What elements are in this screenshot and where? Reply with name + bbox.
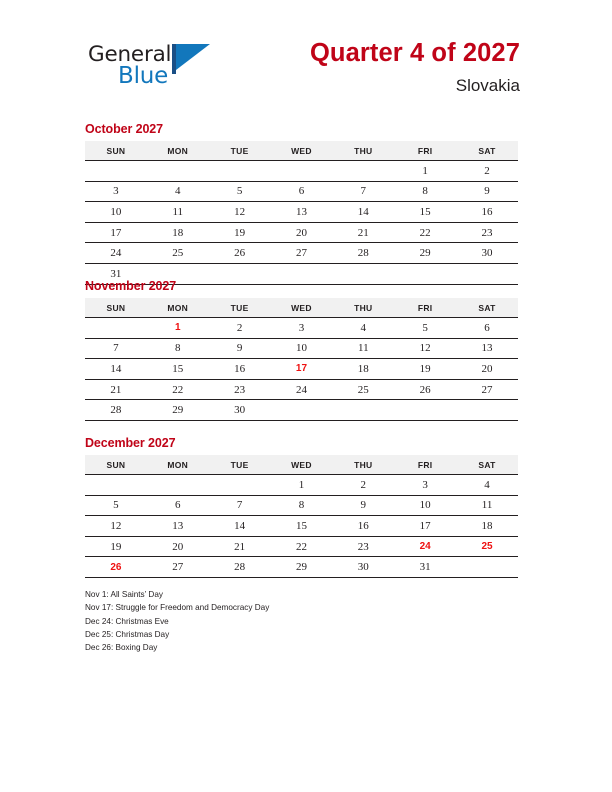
- day-cell[interactable]: 28: [85, 400, 147, 421]
- day-cell-empty: [271, 400, 333, 421]
- weekday-header-fri: FRI: [394, 141, 456, 161]
- day-cell[interactable]: 18: [147, 222, 209, 243]
- weekday-header-tue: TUE: [209, 141, 271, 161]
- day-cell-empty: [271, 161, 333, 182]
- day-cell[interactable]: 1: [394, 161, 456, 182]
- month-grid: [85, 297, 518, 421]
- day-cell-holiday[interactable]: 1: [147, 318, 209, 339]
- weekday-header-sat: SAT: [456, 141, 518, 161]
- day-cell[interactable]: 19: [394, 359, 456, 380]
- day-cell[interactable]: 3: [85, 181, 147, 202]
- legend-item: Nov 1: All Saints’ Day: [85, 590, 163, 599]
- day-cell[interactable]: 7: [209, 495, 271, 516]
- title-block: [310, 41, 520, 94]
- month-title: December 2027: [85, 436, 176, 450]
- week-row: [85, 400, 518, 421]
- day-cell-empty: [85, 318, 147, 339]
- day-cell[interactable]: 17: [85, 222, 147, 243]
- generalblue-logo[interactable]: [88, 42, 288, 94]
- day-cell[interactable]: 5: [209, 181, 271, 202]
- weekday-header-sun: SUN: [85, 141, 147, 161]
- day-cell-empty: [147, 475, 209, 496]
- day-cell[interactable]: 15: [271, 516, 333, 537]
- day-cell-empty: [456, 400, 518, 421]
- weekday-header-wed: WED: [271, 455, 333, 475]
- day-cell-holiday[interactable]: 26: [85, 557, 147, 578]
- day-cell[interactable]: 7: [332, 181, 394, 202]
- day-cell[interactable]: 30: [332, 557, 394, 578]
- day-cell[interactable]: 3: [394, 475, 456, 496]
- day-cell[interactable]: 10: [85, 202, 147, 223]
- page-title: Quarter 4 of 2027: [309, 39, 520, 67]
- day-cell[interactable]: 23: [456, 222, 518, 243]
- day-cell-holiday[interactable]: 25: [456, 536, 518, 557]
- day-cell[interactable]: 3: [271, 318, 333, 339]
- page-header: [0, 0, 612, 112]
- day-cell[interactable]: 29: [271, 557, 333, 578]
- day-cell[interactable]: 19: [85, 536, 147, 557]
- week-row: [85, 338, 518, 359]
- day-cell[interactable]: 19: [209, 222, 271, 243]
- weekday-header-sun: SUN: [85, 298, 147, 318]
- day-cell[interactable]: 6: [271, 181, 333, 202]
- day-cell[interactable]: 26: [394, 379, 456, 400]
- month-grid: [85, 454, 518, 578]
- weekday-header-wed: WED: [271, 298, 333, 318]
- day-cell[interactable]: 9: [209, 338, 271, 359]
- weekday-header-tue: TUE: [209, 298, 271, 318]
- legend-item: Dec 25: Christmas Day: [85, 629, 170, 639]
- month-title: October 2027: [85, 122, 164, 136]
- day-cell[interactable]: 22: [394, 222, 456, 243]
- day-cell[interactable]: 11: [332, 338, 394, 359]
- country-subtitle: Slovakia: [455, 75, 520, 95]
- day-cell[interactable]: 30: [209, 400, 271, 421]
- day-cell-empty: [85, 161, 147, 182]
- day-cell[interactable]: 20: [147, 536, 209, 557]
- day-cell[interactable]: 2: [209, 318, 271, 339]
- day-cell[interactable]: 12: [209, 202, 271, 223]
- day-cell-empty: [394, 400, 456, 421]
- day-cell[interactable]: 12: [394, 338, 456, 359]
- day-cell[interactable]: 16: [456, 202, 518, 223]
- day-cell[interactable]: 17: [394, 516, 456, 537]
- weekday-header-thu: THU: [332, 298, 394, 318]
- day-cell[interactable]: 13: [147, 516, 209, 537]
- day-cell[interactable]: 12: [85, 516, 147, 537]
- month-grid: [85, 140, 518, 285]
- day-cell[interactable]: 20: [456, 359, 518, 380]
- day-cell-empty: [332, 161, 394, 182]
- day-cell[interactable]: 21: [85, 379, 147, 400]
- weekday-header-row: [85, 455, 518, 475]
- weekday-header-sun: SUN: [85, 455, 147, 475]
- day-cell[interactable]: 2: [332, 475, 394, 496]
- weekday-header-thu: THU: [332, 141, 394, 161]
- weekday-header-row: [85, 141, 518, 161]
- week-row: [85, 475, 518, 496]
- day-cell[interactable]: 27: [456, 379, 518, 400]
- week-row: [85, 516, 518, 537]
- day-cell[interactable]: 31: [85, 263, 147, 284]
- day-cell[interactable]: 21: [332, 222, 394, 243]
- day-cell[interactable]: 5: [85, 495, 147, 516]
- day-cell[interactable]: 13: [271, 202, 333, 223]
- day-cell[interactable]: 10: [271, 338, 333, 359]
- day-cell[interactable]: 27: [271, 243, 333, 264]
- logo-text-blue: Blue: [118, 63, 169, 89]
- day-cell[interactable]: 16: [209, 359, 271, 380]
- day-cell[interactable]: 15: [147, 359, 209, 380]
- day-cell[interactable]: 10: [394, 495, 456, 516]
- day-cell[interactable]: 27: [147, 557, 209, 578]
- weekday-header-thu: THU: [332, 455, 394, 475]
- day-cell[interactable]: 20: [271, 222, 333, 243]
- day-cell-empty: [456, 557, 518, 578]
- day-cell[interactable]: 25: [147, 243, 209, 264]
- week-row: [85, 202, 518, 223]
- day-cell[interactable]: 6: [147, 495, 209, 516]
- day-cell[interactable]: 14: [209, 516, 271, 537]
- weekday-header-sat: SAT: [456, 455, 518, 475]
- week-row: [85, 161, 518, 182]
- day-cell[interactable]: 4: [147, 181, 209, 202]
- week-row: [85, 495, 518, 516]
- day-cell[interactable]: 14: [85, 359, 147, 380]
- day-cell[interactable]: 18: [332, 359, 394, 380]
- weekday-header-row: [85, 298, 518, 318]
- day-cell[interactable]: 4: [456, 475, 518, 496]
- week-row: [85, 243, 518, 264]
- day-cell[interactable]: 8: [394, 181, 456, 202]
- day-cell[interactable]: 26: [209, 243, 271, 264]
- day-cell[interactable]: 18: [456, 516, 518, 537]
- week-row: [85, 359, 518, 380]
- weekday-header-mon: MON: [147, 298, 209, 318]
- logo-triangle-icon: [176, 44, 210, 70]
- day-cell-holiday[interactable]: 17: [271, 359, 333, 380]
- month-title: November 2027: [85, 279, 177, 293]
- day-cell[interactable]: 9: [456, 181, 518, 202]
- day-cell[interactable]: 29: [394, 243, 456, 264]
- day-cell[interactable]: 22: [271, 536, 333, 557]
- holiday-legend: [85, 588, 505, 654]
- weekday-header-tue: TUE: [209, 455, 271, 475]
- day-cell[interactable]: 21: [209, 536, 271, 557]
- day-cell-empty: [209, 161, 271, 182]
- day-cell[interactable]: 28: [332, 243, 394, 264]
- weekday-header-mon: MON: [147, 141, 209, 161]
- week-row: [85, 379, 518, 400]
- weekday-header-wed: WED: [271, 141, 333, 161]
- day-cell-empty: [147, 161, 209, 182]
- logo-text-general: General: [88, 42, 172, 67]
- day-cell[interactable]: 24: [85, 243, 147, 264]
- day-cell[interactable]: 1: [271, 475, 333, 496]
- day-cell[interactable]: 6: [456, 318, 518, 339]
- weekday-header-fri: FRI: [394, 298, 456, 318]
- day-cell[interactable]: 14: [332, 202, 394, 223]
- weekday-header-sat: SAT: [456, 298, 518, 318]
- week-row: [85, 536, 518, 557]
- month-block: [85, 436, 518, 578]
- legend-item: Nov 17: Struggle for Freedom and Democracy Day: [85, 603, 270, 613]
- day-cell[interactable]: 30: [456, 243, 518, 264]
- day-cell[interactable]: 7: [85, 338, 147, 359]
- day-cell[interactable]: 24: [271, 379, 333, 400]
- day-cell[interactable]: 5: [394, 318, 456, 339]
- day-cell[interactable]: 15: [394, 202, 456, 223]
- day-cell[interactable]: 23: [209, 379, 271, 400]
- week-row: [85, 557, 518, 578]
- day-cell-empty: [209, 475, 271, 496]
- day-cell[interactable]: 16: [332, 516, 394, 537]
- month-block: [85, 122, 518, 285]
- legend-item: Dec 26: Boxing Day: [85, 643, 158, 653]
- day-cell[interactable]: 9: [332, 495, 394, 516]
- day-cell[interactable]: 2: [456, 161, 518, 182]
- legend-item: Dec 24: Christmas Eve: [85, 616, 169, 626]
- week-row: [85, 222, 518, 243]
- day-cell[interactable]: 13: [456, 338, 518, 359]
- month-block: [85, 279, 518, 421]
- day-cell-holiday[interactable]: 24: [394, 536, 456, 557]
- day-cell[interactable]: 28: [209, 557, 271, 578]
- day-cell[interactable]: 25: [332, 379, 394, 400]
- day-cell-empty: [85, 475, 147, 496]
- day-cell[interactable]: 11: [456, 495, 518, 516]
- week-row: [85, 181, 518, 202]
- day-cell[interactable]: 23: [332, 536, 394, 557]
- day-cell[interactable]: 22: [147, 379, 209, 400]
- day-cell-empty: [332, 400, 394, 421]
- day-cell[interactable]: 8: [271, 495, 333, 516]
- week-row: [85, 318, 518, 339]
- day-cell[interactable]: 8: [147, 338, 209, 359]
- weekday-header-fri: FRI: [394, 455, 456, 475]
- weekday-header-mon: MON: [147, 455, 209, 475]
- day-cell[interactable]: 29: [147, 400, 209, 421]
- day-cell[interactable]: 4: [332, 318, 394, 339]
- day-cell[interactable]: 31: [394, 557, 456, 578]
- day-cell[interactable]: 11: [147, 202, 209, 223]
